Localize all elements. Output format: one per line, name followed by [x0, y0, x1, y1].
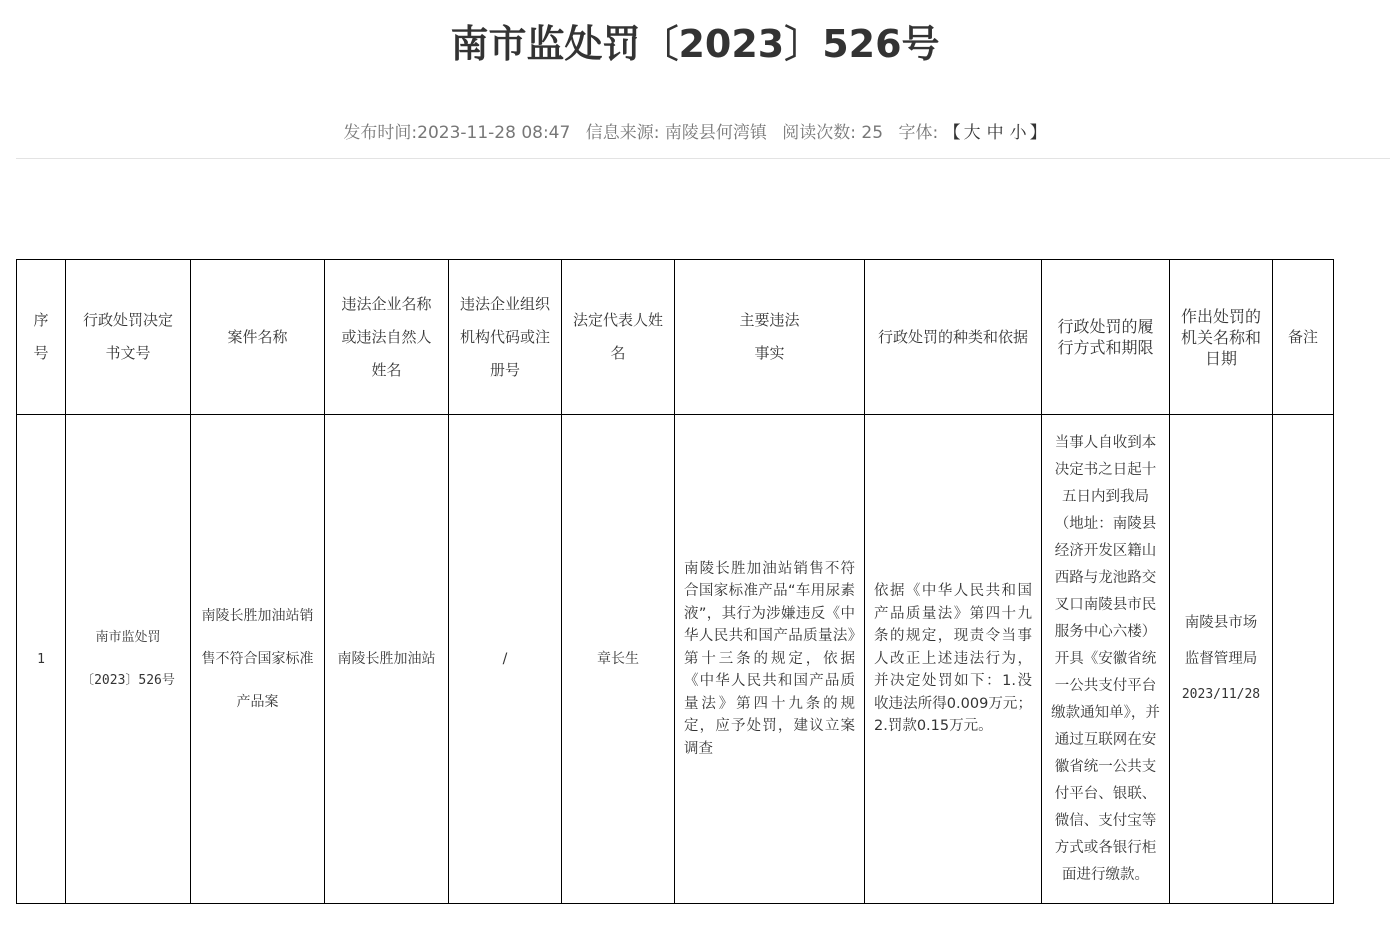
article-meta: [0, 120, 1390, 146]
read-count-group: [782, 123, 883, 143]
header-divider: [16, 158, 1390, 159]
header-case-name: 案件名称: [191, 260, 325, 415]
publish-time-group: [343, 123, 570, 143]
header-performance: 行政处罚的履行方式和期限: [1042, 260, 1170, 415]
font-small-link[interactable]: 小: [1009, 123, 1027, 143]
header-legal-rep: 法定代表人姓名: [562, 260, 675, 415]
header-authority-date: 作出处罚的机关名称和日期: [1170, 260, 1273, 415]
cell-org-code: /: [449, 415, 562, 904]
cell-authority: 南陵县市场监督管理局: [1184, 615, 1258, 667]
cell-party: 南陵长胜加油站: [325, 415, 449, 904]
font-medium-link[interactable]: 中: [986, 123, 1004, 143]
cell-case-name: 南陵长胜加油站销售不符合国家标准产品案: [191, 415, 325, 904]
cell-remark: [1273, 415, 1334, 904]
cell-decision-date: 2023/11/28: [1181, 687, 1261, 702]
font-size-group: [898, 123, 1046, 143]
header-party: 违法企业名称或违法自然人姓名: [325, 260, 449, 415]
header-index: 序号: [17, 260, 66, 415]
source-label: 信息来源:: [585, 123, 660, 143]
table-row: [17, 415, 1334, 904]
header-penalty-basis: 行政处罚的种类和依据: [865, 260, 1042, 415]
font-size-label: 字体:: [898, 123, 939, 143]
cell-doc-no: 南市监处罚〔2023〕526号: [66, 415, 191, 904]
font-bracket-close: 】: [1029, 123, 1047, 143]
font-bracket-open: 【: [943, 123, 961, 143]
source-value: 南陵县何湾镇: [664, 123, 767, 143]
font-large-link[interactable]: 大: [963, 123, 981, 143]
publish-time-label: 发布时间:: [343, 123, 418, 143]
header-org-code: 违法企业组织机构代码或注册号: [449, 260, 562, 415]
cell-performance: 当事人自收到本决定书之日起十五日内到我局（地址：南陵县经济开发区籍山西路与龙池路交叉口南陵县市民服务中心六楼）开具《安徽省统一公共支付平台缴款通知单》，并通过互联网在安徽省统一公共支付平台、银联、微信、支付宝等方式或各银行柜面进行缴款。: [1042, 415, 1170, 904]
publish-time-value: 2023-11-28 08:47: [417, 123, 571, 143]
read-count-label: 阅读次数:: [782, 123, 857, 143]
penalty-table: [16, 259, 1334, 904]
cell-legal-rep: 章长生: [562, 415, 675, 904]
header-doc-no: 行政处罚决定书文号: [66, 260, 191, 415]
cell-facts: 南陵长胜加油站销售不符合国家标准产品“车用尿素液”，其行为涉嫌违反《中华人民共和国产品质量法》第十三条的规定，依据《中华人民共和国产品质量法》第四十九条的规定，应予处罚，建议立案调查: [675, 415, 865, 904]
cell-authority-date: [1170, 415, 1273, 904]
read-count-value: 25: [861, 123, 884, 143]
cell-penalty-basis: 依据《中华人民共和国产品质量法》第四十九条的规定，现责令当事人改正上述违法行为，并决定处罚如下：1.没收违法所得0.009万元；2.罚款0.15万元。: [865, 415, 1042, 904]
table-header-row: [17, 260, 1334, 415]
header-remark: 备注: [1273, 260, 1334, 415]
source-group: [586, 123, 767, 143]
cell-index: 1: [17, 415, 66, 904]
page-title: 南市监处罚〔2023〕526号: [450, 22, 940, 66]
header-facts: 主要违法事实: [675, 260, 865, 415]
